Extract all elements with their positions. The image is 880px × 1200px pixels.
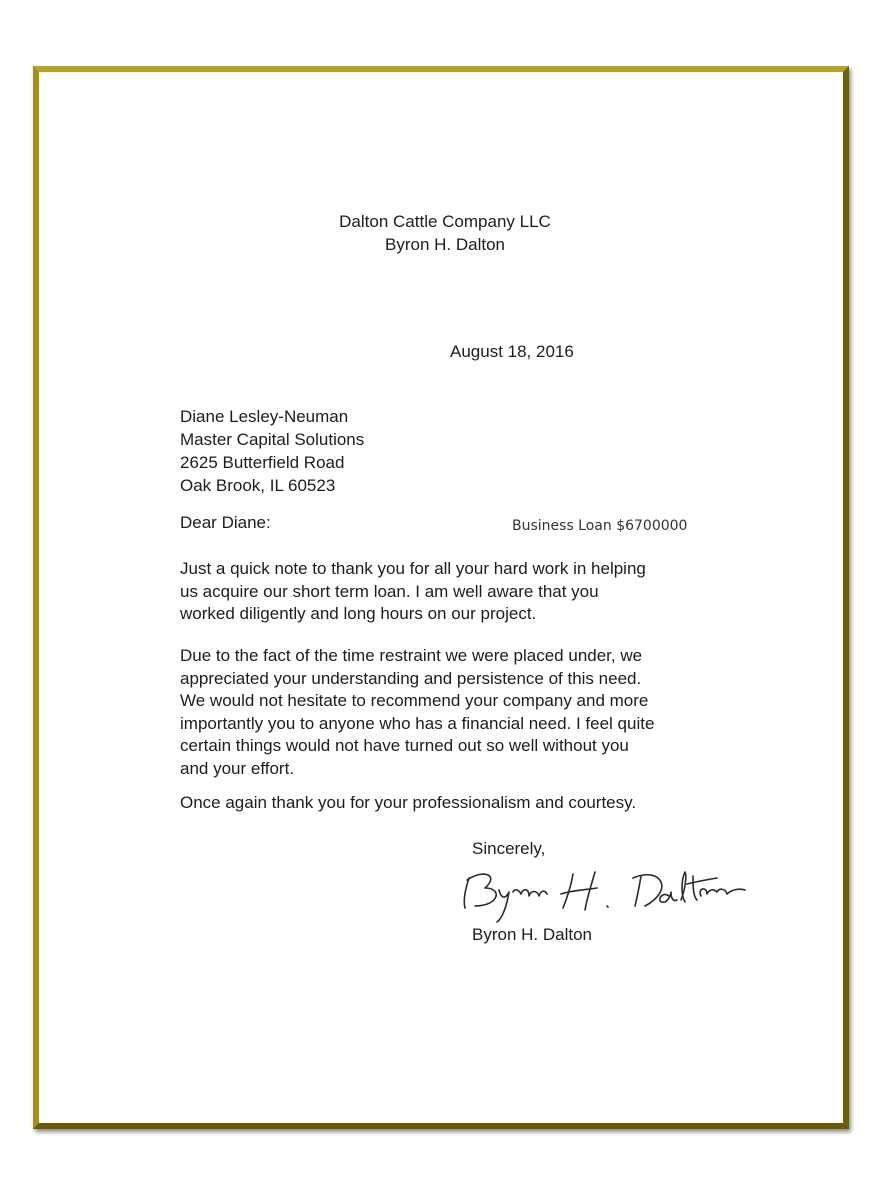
body-line: We would not hesitate to recommend your company and more [180, 691, 649, 710]
recipient-street: 2625 Butterfield Road [180, 453, 345, 472]
body-line: Due to the fact of the time restraint we were placed under, we [180, 646, 643, 665]
recipient-address [180, 405, 364, 497]
company-name: Dalton Cattle Company LLC [339, 212, 551, 231]
body-line: certain things would not have turned out so well without you [180, 736, 629, 755]
letter-date: August 18, 2016 [450, 342, 574, 361]
closing: Sincerely, [472, 839, 546, 858]
body-line: importantly you to anyone who has a financial need. I feel quite [180, 713, 655, 733]
body-line: Once again thank you for your professionalism and courtesy. [180, 793, 637, 812]
recipient-city: Oak Brook, IL 60523 [180, 476, 336, 495]
signer-name: Byron H. Dalton [472, 925, 592, 944]
body-line: and your effort. [180, 758, 295, 778]
body-paragraph-3 [180, 792, 740, 815]
body-line: Just a quick note to thank you for all your hard work in helping [180, 559, 646, 578]
recipient-company: Master Capital Solutions [180, 430, 365, 449]
letterhead [0, 210, 880, 256]
handwritten-signature [455, 860, 755, 930]
body-line: appreciated your understanding and persistence of this need. [180, 668, 642, 688]
body-paragraph-1 [180, 558, 740, 626]
owner-name: Byron H. Dalton [385, 235, 505, 254]
body-paragraph-2 [180, 645, 740, 780]
body-line: worked diligently and long hours on our project. [180, 604, 537, 623]
salutation: Dear Diane: [180, 513, 271, 532]
recipient-name: Diane Lesley-Neuman [180, 407, 349, 426]
body-line: us acquire our short term loan. I am well aware that you [180, 581, 599, 601]
subject-line: Business Loan $6700000 [512, 518, 688, 534]
